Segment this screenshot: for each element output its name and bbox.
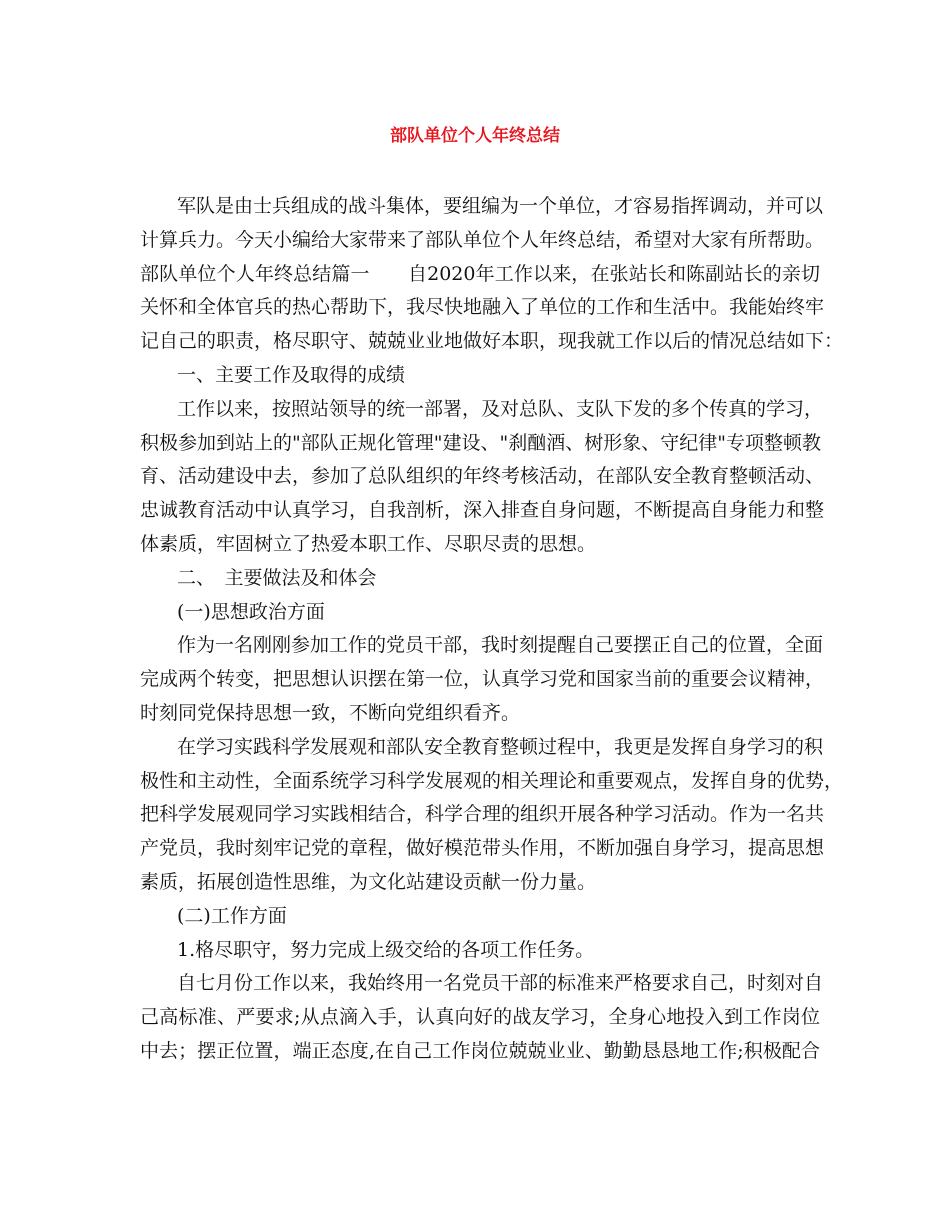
section-heading: 二、 主要做法及和体会	[177, 566, 377, 589]
paragraph-line: 产党员，我时刻牢记党的章程，做好模范带头作用，不断加强自身学习，提高思想	[140, 837, 825, 860]
list-item: 1.格尽职守，努力完成上级交给的各项工作任务。	[177, 938, 595, 961]
paragraph-line: 军队是由士兵组成的战斗集体，要组编为一个单位，才容易指挥调动，并可以	[177, 195, 824, 217]
paragraph-line: 积极参加到站上的"部队正规化管理"建设、"刹酗酒、树形象、守纪律"专项整顿教	[140, 431, 821, 454]
subsection-heading: (一)思想政治方面	[177, 600, 325, 623]
paragraph-line: 部队单位个人年终总结篇一 自2020年工作以来，在张站长和陈副站长的亲切	[140, 262, 820, 285]
paragraph-line: 素质，拓展创造性思维，为文化站建设贡献一份力量。	[140, 870, 597, 893]
document-title: 部队单位个人年终总结	[390, 126, 560, 146]
document-body	[140, 190, 844, 1069]
paragraph-line: 极性和主动性，全面系统学习科学发展观的相关理论和重要观点，发挥自身的优势，	[140, 769, 844, 792]
paragraph-line: 把科学发展观同学习实践相结合，科学合理的组织开展各种学习活动。作为一名共	[140, 803, 825, 826]
paragraph-line: 时刻同党保持思想一致，不断向党组织看齐。	[140, 701, 521, 724]
paragraph-line: 自七月份工作以来，我始终用一名党员干部的标准来严格要求自己，时刻对自	[177, 972, 824, 995]
paragraph-line: 忠诚教育活动中认真学习，自我剖析，深入排查自身问题，不断提高自身能力和整	[140, 499, 825, 522]
paragraph-line: 记自己的职责，格尽职守、兢兢业业地做好本职，现我就工作以后的情况总结如下：	[140, 330, 844, 353]
paragraph-line: 中去；摆正位置，端正态度,在自己工作岗位兢兢业业、勤勤恳恳地工作;积极配合	[140, 1039, 820, 1062]
paragraph-line: 作为一名刚刚参加工作的党员干部，我时刻提醒自己要摆正自己的位置，全面	[177, 634, 824, 657]
paragraph-line: 关怀和全体官兵的热心帮助下，我尽快地融入了单位的工作和生活中。我能始终牢	[140, 296, 825, 319]
paragraph-line: 在学习实践科学发展观和部队安全教育整顿过程中，我更是发挥自身学习的积	[177, 735, 824, 758]
subsection-heading: (二)工作方面	[177, 904, 287, 927]
paragraph-line: 己高标准、严要求;从点滴入手，认真向好的战友学习，全身心地投入到工作岗位	[140, 1006, 820, 1029]
section-heading: 一、主要工作及取得的成绩	[177, 363, 406, 386]
paragraph-line: 育、活动建设中去，参加了总队组织的年终考核活动，在部队安全教育整顿活动、	[140, 465, 825, 488]
paragraph-line: 工作以来，按照站领导的统一部署，及对总队、支队下发的多个传真的学习，	[177, 397, 824, 420]
paragraph-line: 计算兵力。今天小编给大家带来了部队单位个人年终总结，希望对大家有所帮助。	[140, 228, 825, 251]
paragraph-line: 完成两个转变，把思想认识摆在第一位，认真学习党和国家当前的重要会议精神，	[140, 668, 825, 691]
paragraph-line: 体素质，牢固树立了热爱本职工作、尽职尽责的思想。	[140, 532, 597, 555]
